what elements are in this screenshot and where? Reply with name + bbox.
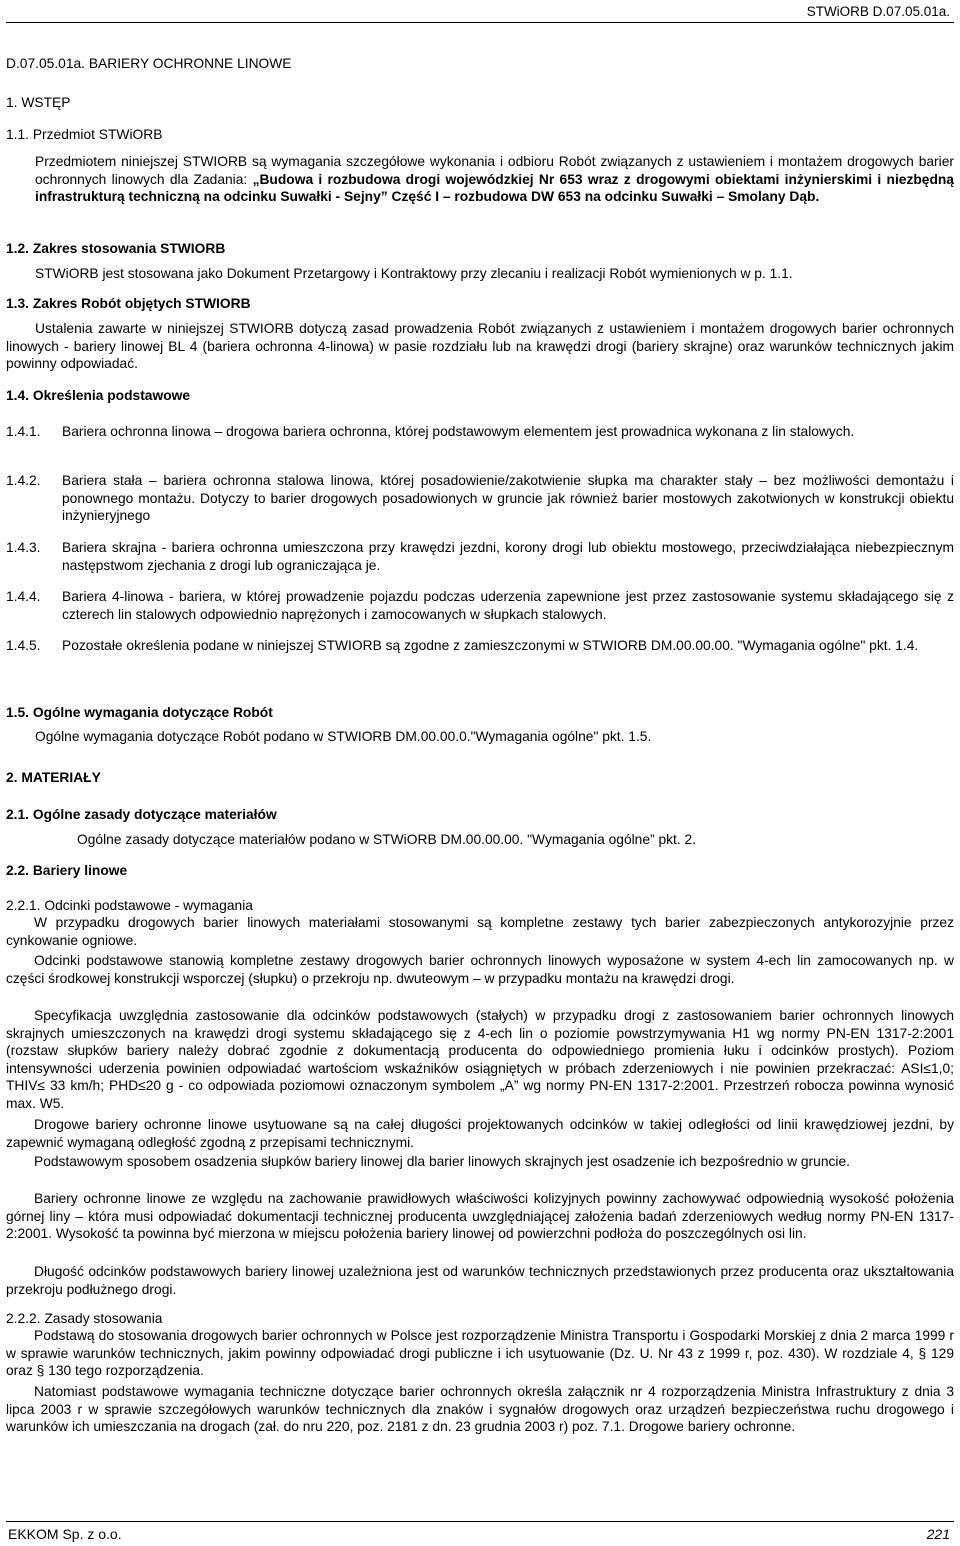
paragraph: Długość odcinków podstawowych bariery linowej uzależniona jest od warunków technicznych przedstawionych przez producenta oraz ukształtowania przekroju podłużnego drogi. bbox=[6, 1264, 954, 1297]
section-1-heading: 1. WSTĘP bbox=[6, 95, 71, 110]
section-1-3-heading: 1.3. Zakres Robót objętych STWIORB bbox=[6, 296, 251, 311]
definition-number: 1.4.4. bbox=[6, 589, 41, 604]
definition-number: 1.4.1. bbox=[6, 424, 41, 439]
definition-text: Bariera stała – bariera ochronna stalowa linowa, której posadowienie/zakotwienie słupka ma charakter stały – bez możliwości demontażu i ponownego montażu. Dotyczy to barier drogowych posadowionych w gruncie jak również barier mostowych zakotwionych w konstrukcji obiektu inżynieryjnego bbox=[62, 473, 954, 523]
section-1-2-heading: 1.2. Zakres stosowania STWIORB bbox=[6, 241, 226, 256]
definition-number: 1.4.5. bbox=[6, 638, 41, 653]
page-number: 221 bbox=[926, 1526, 950, 1542]
definition-number: 1.4.3. bbox=[6, 540, 41, 555]
section-2-2-1-heading: 2.2.1. Odcinki podstawowe - wymagania bbox=[6, 898, 253, 913]
running-header: STWiORB D.07.05.01a. bbox=[806, 4, 950, 19]
project-name: „Budowa i rozbudowa drogi wojewódzkiej Nr 653 wraz z drogowymi obiektami inżynierskimi i niezbędną infrastrukturą techniczną na odcinku Suwałki - Sejny” Część I – rozbudowa DW 653 na odcinku Suwałki – Smolany Dąb. bbox=[35, 171, 954, 204]
paragraph-plain-text: Przedmiotem niniejszej STWIORB są wymagania szczegółowe wykonania i odbioru Robót związanych z ustawieniem i montażem drogowych barier ochronnych linowych dla Zadania: bbox=[35, 154, 954, 187]
section-1-1-paragraph bbox=[35, 153, 954, 206]
paragraph: Bariery ochronne linowe ze względu na zachowanie prawidłowych właściwości kolizyjnych powinny zachowywać odpowiednią wysokość położenia górnej liny – która musi odpowiadać dokumentacji technicznej producenta uwzględniającej założenia badań zderzeniowych według normy PN-EN 1317-2:2001. Wysokość ta powinna być mierzona w miejscu położenia bariery linowej od powierzchni podłoża do poszczególnych osi lin. bbox=[6, 1191, 954, 1241]
section-1-2-paragraph: STWiORB jest stosowana jako Dokument Przetargowy i Kontraktowy przy zlecaniu i realizacji Robót wymienionych w p. 1.1. bbox=[35, 266, 793, 281]
paragraph: W przypadku drogowych barier linowych materiałami stosowanymi są kompletne zestawy tych barier zabezpieczonych antykorozyjnie przez cynkowanie ogniowe. bbox=[6, 915, 954, 948]
header-divider bbox=[6, 22, 954, 23]
section-2-1-heading: 2.1. Ogólne zasady dotyczące materiałów bbox=[6, 807, 277, 822]
paragraph: Odcinki podstawowe stanowią kompletne zestawy drogowych barier ochronnych linowych wyposażone w system 4-ech lin zamocowanych np. w części środkowej konstrukcji wsporczej (słupku) o przekroju np. dwuteowym – w przypadku montażu na krawędzi drogi. bbox=[6, 953, 954, 986]
definition-text: Bariera ochronna linowa – drogowa bariera ochronna, której podstawowym elementem jest prowadnica wykonana z lin stalowych. bbox=[62, 424, 855, 439]
paragraph: Specyfikacja uwzględnia zastosowanie dla odcinków podstawowych (stałych) w przypadku drogi z zastosowaniem barier ochronnych linowych skrajnych umieszczonych na krawędzi drogi systemu składającego się z 4-ech lin o poziomie powstrzymywania H1 wg normy PN-EN 1317-2:2001 (rozstaw słupków bariery należy dobrać zgodnie z dokumentacją producenta do odpowiedniego promienia łuku i odcinków prostych). Poziom intensywności uderzenia powinien odpowiadać wartościom wskaźników osiągniętych w próbach zderzeniowych i nie powinien przekraczać: ASI≤1,0; THIV≤ 33 km/h; PHD≤20 g - co odpowiada poziomowi oznaczonym symbolem „A” wg normy PN-EN 1317-2:2001. Przestrzeń robocza powinna wynosić max. W5. bbox=[6, 1008, 954, 1111]
definition-number: 1.4.2. bbox=[6, 473, 41, 488]
section-1-1-heading: 1.1. Przedmiot STWiORB bbox=[6, 127, 163, 142]
definition-text: Bariera skrajna - bariera ochronna umieszczona przy krawędzi jezdni, korony drogi lub obiektu mostowego, przeciwdziałająca niebezpiecznym następstwom zjechania z drogi lub ograniczająca je. bbox=[62, 540, 954, 573]
section-1-5-heading: 1.5. Ogólne wymagania dotyczące Robót bbox=[6, 705, 273, 720]
document-title: D.07.05.01a. BARIERY OCHRONNE LINOWE bbox=[6, 56, 292, 71]
definition-text: Pozostałe określenia podane w niniejszej STWIORB są zgodne z zamieszczonymi w STWIORB DM.00.00.00. "Wymagania ogólne" pkt. 1.4. bbox=[62, 638, 919, 653]
paragraph: Podstawą do stosowania drogowych barier ochronnych w Polsce jest rozporządzenie Ministra Transportu i Gospodarki Morskiej z dnia 2 marca 1999 r w sprawie warunków technicznych, jakim powinny odpowiadać drogi publiczne i ich usytuowanie (Dz. U. Nr 43 z 1999 r, poz. 430). W rozdziale 4, § 129 oraz § 130 tego rozporządzenia. bbox=[6, 1328, 954, 1378]
paragraph: Podstawowym sposobem osadzenia słupków bariery linowej dla barier linowych skrajnych jest osadzenie ich bezpośrednio w gruncie. bbox=[34, 1154, 850, 1169]
paragraph: Natomiast podstawowe wymagania techniczne dotyczące barier ochronnych określa załącznik nr 4 rozporządzenia Ministra Infrastruktury z dnia 3 lipca 2003 r w sprawie szczegółowych warunków technicznych dla znaków i sygnałów drogowych oraz urządzeń bezpieczeństwa ruchu drogowego i warunków ich umieszczania na drogach (zał. do nru 220, poz. 2181 z dn. 23 grudnia 2003 r) poz. 7.1. Drogowe bariery ochronne. bbox=[6, 1384, 954, 1434]
footer-divider bbox=[6, 1521, 954, 1522]
section-2-2-heading: 2.2. Bariery linowe bbox=[6, 863, 128, 878]
section-1-3-paragraph: Ustalenia zawarte w niniejszej STWIORB dotyczą zasad prowadzenia Robót związanych z ustawieniem i montażem drogowych barier ochronnych linowych - bariery linowej BL 4 (bariera ochronna 4-linowa) w pasie rozdziału lub na krawędzi drogi (bariery skrajne) oraz warunków technicznych jakim powinny odpowiadać. bbox=[6, 321, 954, 371]
section-2-2-2-heading: 2.2.2. Zasady stosowania bbox=[6, 1311, 163, 1326]
section-1-4-heading: 1.4. Określenia podstawowe bbox=[6, 388, 191, 403]
footer-company: EKKOM Sp. z o.o. bbox=[8, 1526, 122, 1542]
section-2-1-paragraph: Ogólne zasady dotyczące materiałów podano w STWiORB DM.00.00.00. "Wymagania ogólne” pkt. 2. bbox=[77, 832, 697, 847]
section-2-heading: 2. MATERIAŁY bbox=[6, 770, 101, 785]
paragraph: Drogowe bariery ochronne linowe usytuowane są na całej długości projektowanych odcinków w takiej odległości od linii krawędziowej jezdni, by zapewnić wymaganą odległość zgodną z przepisami technicznymi. bbox=[6, 1117, 954, 1150]
section-1-5-paragraph: Ogólne wymagania dotyczące Robót podano w STWIORB DM.00.00.0."Wymagania ogólne" pkt. 1.5. bbox=[35, 729, 652, 744]
definition-text: Bariera 4-linowa - bariera, w której prowadzenie pojazdu podczas uderzenia zapewnione jest przez zastosowanie systemu składającego się z czterech lin stalowych odpowiednio naprężonych i zamocowanych w słupkach stalowych. bbox=[62, 589, 954, 622]
